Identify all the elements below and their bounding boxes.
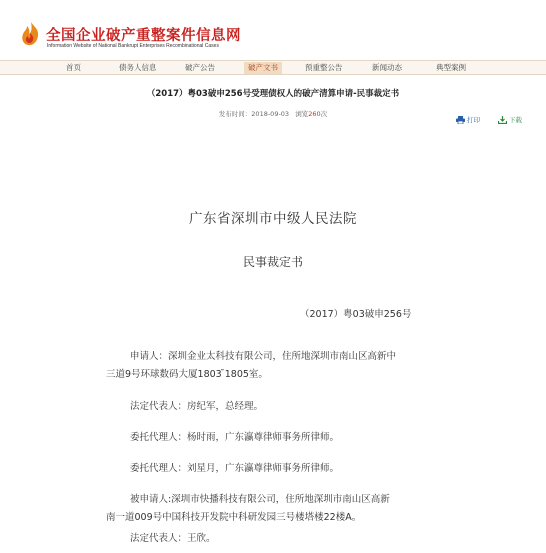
views-label: 浏览 [295,110,309,118]
paragraph-respondent-cont [106,509,361,527]
nav-item-typical-cases[interactable]: 典型案例 [436,63,466,72]
print-button[interactable] [456,115,480,124]
nav-item-home[interactable]: 首页 [66,63,81,72]
court-name: 广东省深圳市中级人民法院 [189,211,357,227]
paragraph-legal-rep-1 [130,398,263,416]
site-title[interactable]: 全国企业破产重整案件信息网 [46,28,241,44]
paragraph-line: 南一道009号中国科技开发院中科研发园三号楼塔楼22楼A。 [106,512,362,523]
download-icon [498,116,507,124]
download-label: 下载 [509,116,522,124]
printer-icon [456,116,465,124]
paragraph-line: 委托代理人：杨时雨，广东瀛尊律师事务所律师。 [130,432,340,443]
download-button[interactable] [498,115,522,124]
article-title: （2017）粤03破申256号受理债权人的破产清算申请-民事裁定书 [146,89,400,99]
paragraph-line: 被申请人:深圳市快播科技有限公司，住所地深圳市南山区高新 [130,494,390,505]
document-type: 民事裁定书 [242,255,303,269]
site-header [0,0,546,58]
nav-item-debtor-info[interactable]: 债务人信息 [119,63,157,72]
site-subtitle: Information Website of National Bankrupt Enterprises Recombinational Cases [47,43,219,49]
publish-label: 发布时间： [218,110,252,118]
nav-item-bankruptcy-documents[interactable]: 破产文书 [244,62,282,74]
flame-logo-icon[interactable] [19,21,43,47]
publish-date: 2018-09-03 [251,110,290,118]
nav-item-news[interactable]: 新闻动态 [372,63,402,72]
paragraph-applicant [130,348,396,366]
main-nav [0,60,546,75]
paragraph-agent-1 [130,429,339,447]
nav-item-pre-reorganization[interactable]: 预重整公告 [305,63,343,72]
paragraph-agent-2 [130,460,339,478]
case-number: （2017）粤03破申256号 [300,309,412,320]
paragraph-applicant-cont [106,366,268,384]
paragraph-line: 法定代表人：王欣。 [130,533,216,544]
paragraph-line: 委托代理人：刘星月，广东瀛尊律师事务所律师。 [130,463,340,474]
views-count: 260 [308,110,321,118]
paragraph-line: 三道9号环球数码大厦1803 ̄1805室。 [106,369,268,380]
paragraph-line: 申请人：深圳金业太科技有限公司，住所地深圳市南山区高新中 [130,351,397,362]
paragraph-line: 法定代表人：房纪军，总经理。 [130,401,264,412]
paragraph-legal-rep-2 [130,530,216,548]
nav-item-bankruptcy-notice[interactable]: 破产公告 [185,63,215,72]
print-label: 打印 [467,116,480,124]
views-unit: 次 [320,110,328,118]
paragraph-respondent [130,491,390,509]
